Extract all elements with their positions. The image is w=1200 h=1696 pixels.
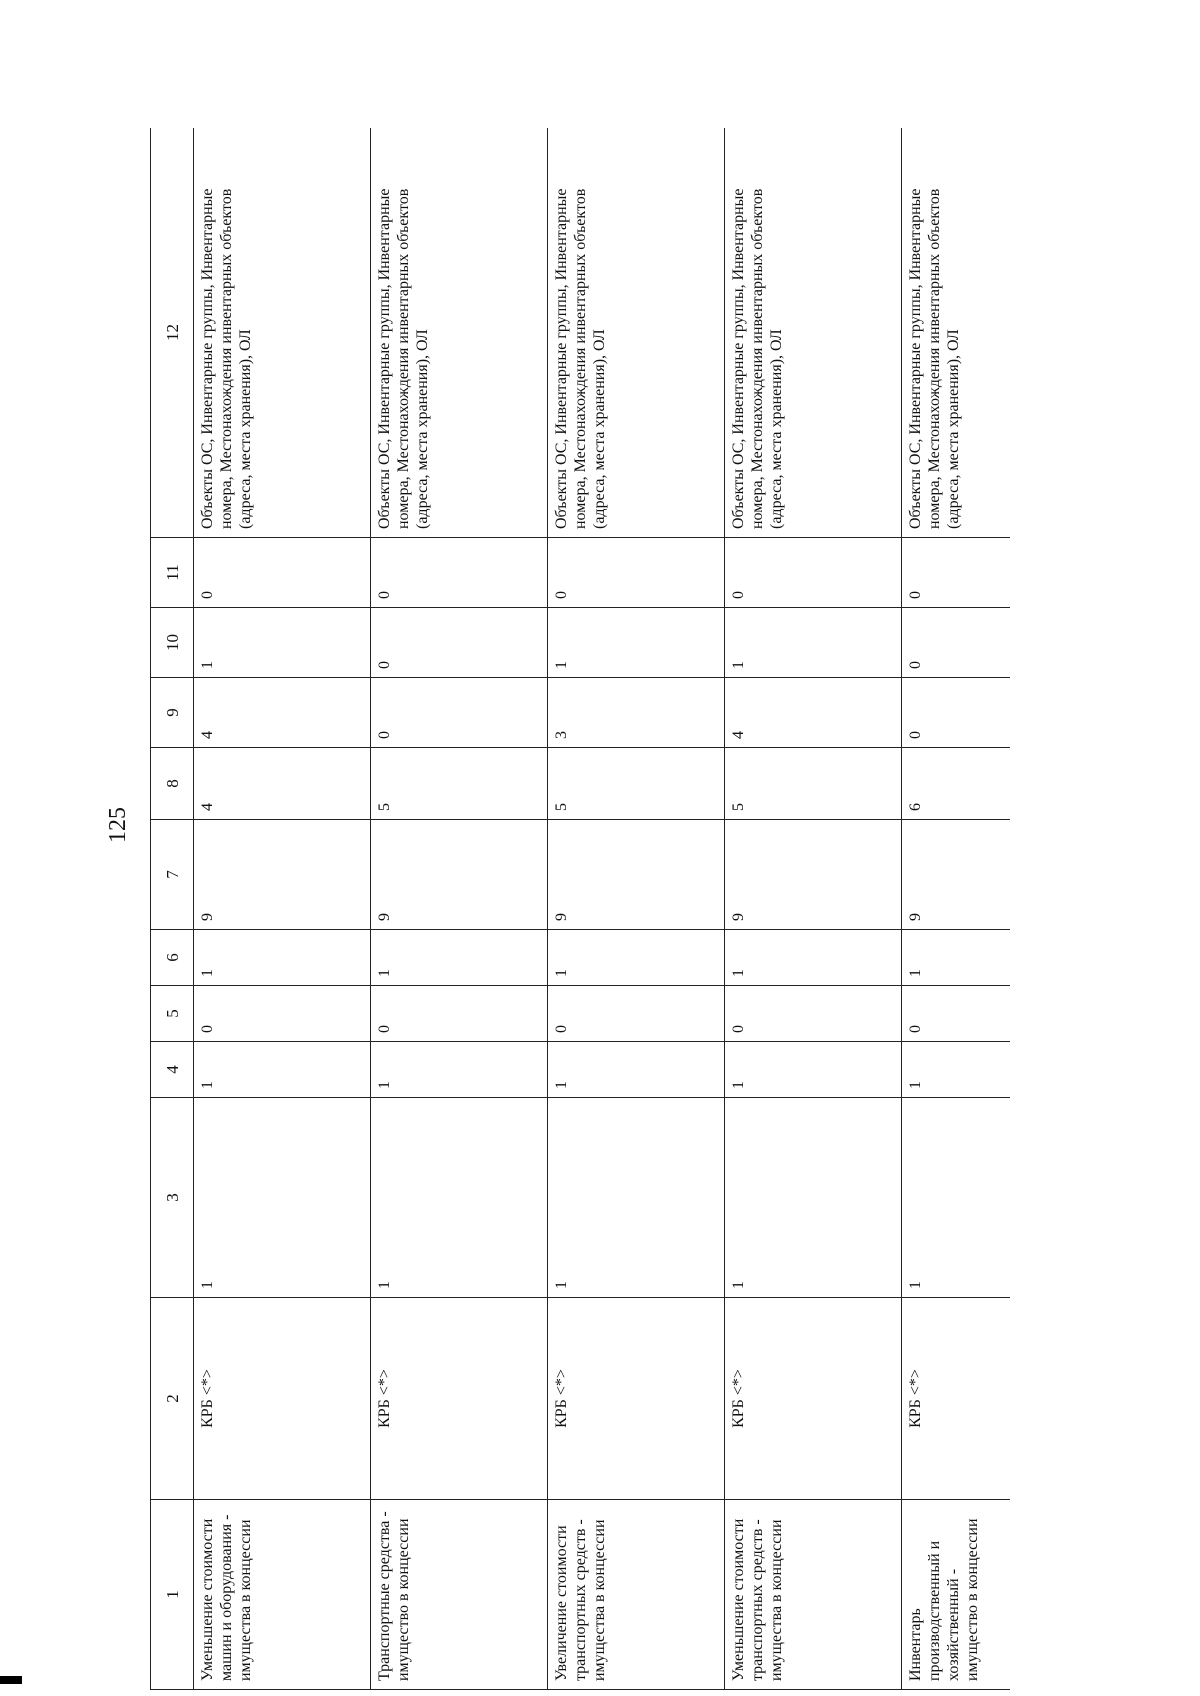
analytics-cell: Объекты ОС, Инвентарные группы, Инвентарные номера, Местонахождения инвентарных объектов (адреса, места хранения), ОЛ: [902, 128, 1011, 538]
table-frame: [150, 128, 1010, 1690]
header-col-3: 3: [151, 1098, 194, 1298]
account-name-cell: Транспортные средства - имущество в концессии: [371, 1500, 548, 1690]
krb-code-cell: КРБ <*>: [194, 1298, 371, 1500]
col11-cell: 0: [725, 538, 902, 608]
table-row: [194, 128, 371, 1690]
header-col-11: 11: [151, 538, 194, 608]
col7-cell: 9: [725, 820, 902, 930]
col8-cell: 4: [194, 748, 371, 820]
col11-cell: 0: [194, 538, 371, 608]
krb-code-cell: КРБ <*>: [548, 1298, 725, 1500]
col7-cell: 9: [902, 820, 1011, 930]
header-col-9: 9: [151, 678, 194, 748]
col8-cell: 6: [902, 748, 1011, 820]
col11-cell: 0: [902, 538, 1011, 608]
col5-cell: 0: [725, 986, 902, 1042]
col7-cell: 9: [371, 820, 548, 930]
col4-cell: 1: [548, 1042, 725, 1098]
col3-cell: 1: [548, 1098, 725, 1298]
col10-cell: 0: [371, 608, 548, 678]
col10-cell: 1: [548, 608, 725, 678]
col6-cell: 1: [902, 930, 1011, 986]
col9-cell: 4: [725, 678, 902, 748]
col11-cell: 0: [548, 538, 725, 608]
col6-cell: 1: [548, 930, 725, 986]
col10-cell: 1: [194, 608, 371, 678]
col6-cell: 1: [194, 930, 371, 986]
analytics-cell: Объекты ОС, Инвентарные группы, Инвентарные номера, Местонахождения инвентарных объектов (адреса, места хранения), ОЛ: [725, 128, 902, 538]
col9-cell: 0: [902, 678, 1011, 748]
col8-cell: 5: [725, 748, 902, 820]
table-row: [902, 128, 1011, 1690]
col4-cell: 1: [902, 1042, 1011, 1098]
account-name-cell: Инвентарь производственный и хозяйственный - имущество в концессии: [902, 1500, 1011, 1690]
scan-edge-mark: [0, 1676, 22, 1684]
col9-cell: 4: [194, 678, 371, 748]
header-col-5: 5: [151, 986, 194, 1042]
col5-cell: 0: [371, 986, 548, 1042]
header-col-6: 6: [151, 930, 194, 986]
header-col-1: 1: [151, 1500, 194, 1690]
account-name-cell: Уменьшение стоимости транспортных средств - имущества в концессии: [725, 1500, 902, 1690]
col3-cell: 1: [725, 1098, 902, 1298]
rotated-table-container: [150, 128, 1010, 1690]
col4-cell: 1: [725, 1042, 902, 1098]
col7-cell: 9: [194, 820, 371, 930]
accounting-table: [150, 128, 1010, 1690]
account-name-cell: Увеличение стоимости транспортных средств - имущества в концессии: [548, 1500, 725, 1690]
krb-code-cell: КРБ <*>: [725, 1298, 902, 1500]
header-row: [151, 128, 194, 1690]
col8-cell: 5: [548, 748, 725, 820]
col8-cell: 5: [371, 748, 548, 820]
table-row: [725, 128, 902, 1690]
header-col-4: 4: [151, 1042, 194, 1098]
header-col-2: 2: [151, 1298, 194, 1500]
account-name-cell: Уменьшение стоимости машин и оборудования - имущества в концессии: [194, 1500, 371, 1690]
analytics-cell: Объекты ОС, Инвентарные группы, Инвентарные номера, Местонахождения инвентарных объектов (адреса, места хранения), ОЛ: [371, 128, 548, 538]
col4-cell: 1: [194, 1042, 371, 1098]
krb-code-cell: КРБ <*>: [902, 1298, 1011, 1500]
header-col-8: 8: [151, 748, 194, 820]
col5-cell: 0: [548, 986, 725, 1042]
col3-cell: 1: [194, 1098, 371, 1298]
col3-cell: 1: [902, 1098, 1011, 1298]
table-row: [371, 128, 548, 1690]
col7-cell: 9: [548, 820, 725, 930]
col11-cell: 0: [371, 538, 548, 608]
header-col-10: 10: [151, 608, 194, 678]
header-col-12: 12: [151, 128, 194, 538]
krb-code-cell: КРБ <*>: [371, 1298, 548, 1500]
col9-cell: 3: [548, 678, 725, 748]
page-number: 125: [105, 807, 131, 843]
col3-cell: 1: [371, 1098, 548, 1298]
table-row: [548, 128, 725, 1690]
col9-cell: 0: [371, 678, 548, 748]
col4-cell: 1: [371, 1042, 548, 1098]
col5-cell: 0: [902, 986, 1011, 1042]
analytics-cell: Объекты ОС, Инвентарные группы, Инвентарные номера, Местонахождения инвентарных объектов (адреса, места хранения), ОЛ: [194, 128, 371, 538]
analytics-cell: Объекты ОС, Инвентарные группы, Инвентарные номера, Местонахождения инвентарных объектов (адреса, места хранения), ОЛ: [548, 128, 725, 538]
header-col-7: 7: [151, 820, 194, 930]
col10-cell: 0: [902, 608, 1011, 678]
col10-cell: 1: [725, 608, 902, 678]
col5-cell: 0: [194, 986, 371, 1042]
col6-cell: 1: [371, 930, 548, 986]
col6-cell: 1: [725, 930, 902, 986]
